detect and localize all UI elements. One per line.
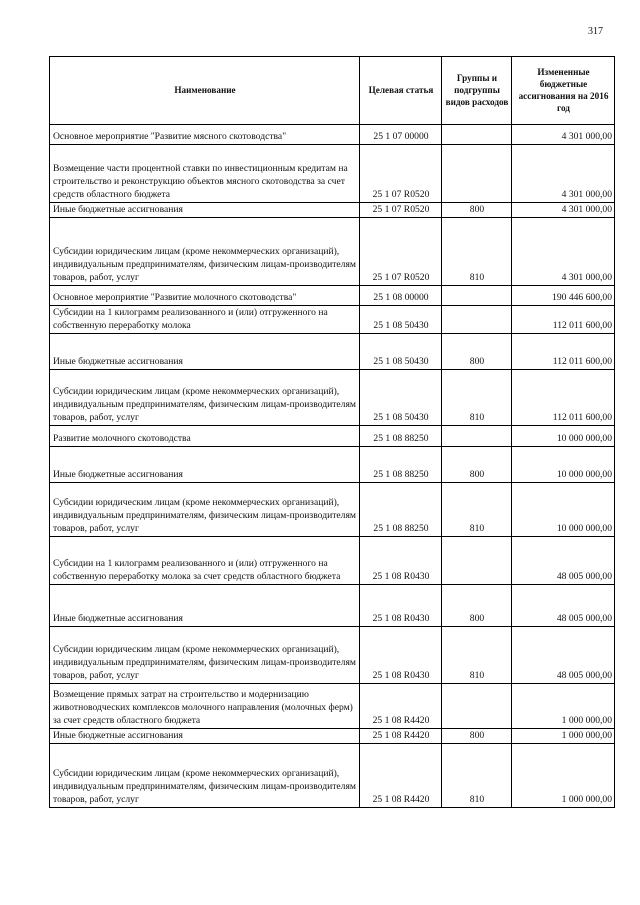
table-row	[50, 370, 615, 426]
row-target-article: 25 1 08 00000	[360, 286, 442, 306]
row-expense-group	[442, 684, 512, 729]
row-expense-group: 800	[442, 203, 512, 218]
row-target-article: 25 1 08 R4420	[360, 744, 442, 808]
row-target-article: 25 1 08 50430	[360, 306, 442, 334]
budget-table	[49, 56, 615, 808]
row-target-article: 25 1 08 88250	[360, 447, 442, 483]
row-name: Субсидии юридическим лицам (кроме некоммерческих организаций), индивидуальным предпринимателям, физическим лицам-производителям товаров, работ, услуг	[50, 370, 360, 426]
row-name: Иные бюджетные ассигнования	[50, 334, 360, 370]
row-expense-group	[442, 537, 512, 585]
row-name: Возмещение части процентной ставки по инвестиционным кредитам на строительство и реконструкцию объектов мясного скотоводства за счет средств областного бюджета	[50, 145, 360, 203]
row-target-article: 25 1 08 50430	[360, 370, 442, 426]
row-expense-group	[442, 125, 512, 145]
row-expense-group: 810	[442, 483, 512, 537]
table-row	[50, 286, 615, 306]
row-amount: 1 000 000,00	[512, 744, 615, 808]
header-allocation: Измененные бюджетные ассигнования на 2016 год	[512, 57, 615, 125]
row-target-article: 25 1 08 R4420	[360, 729, 442, 744]
row-amount: 10 000 000,00	[512, 426, 615, 447]
row-amount: 1 000 000,00	[512, 684, 615, 729]
table-row	[50, 306, 615, 334]
row-expense-group: 810	[442, 218, 512, 286]
table-row	[50, 334, 615, 370]
table-row	[50, 145, 615, 203]
row-target-article: 25 1 08 R0430	[360, 627, 442, 684]
row-name: Субсидии на 1 килограмм реализованного и (или) отгруженного на собственную переработку молока	[50, 306, 360, 334]
header-expense-group: Группы и подгруппы видов расходов	[442, 57, 512, 125]
table-row	[50, 585, 615, 627]
row-expense-group: 800	[442, 334, 512, 370]
row-target-article: 25 1 07 R0520	[360, 203, 442, 218]
table-row	[50, 744, 615, 808]
row-expense-group	[442, 306, 512, 334]
row-name: Иные бюджетные ассигнования	[50, 447, 360, 483]
row-name: Основное мероприятие "Развитие молочного скотоводства"	[50, 286, 360, 306]
row-expense-group	[442, 286, 512, 306]
header-name: Наименование	[50, 57, 360, 125]
row-amount: 1 000 000,00	[512, 729, 615, 744]
row-target-article: 25 1 07 R0520	[360, 145, 442, 203]
row-target-article: 25 1 07 R0520	[360, 218, 442, 286]
row-expense-group	[442, 145, 512, 203]
row-target-article: 25 1 08 R0430	[360, 585, 442, 627]
table-row	[50, 537, 615, 585]
row-amount: 10 000 000,00	[512, 483, 615, 537]
table-row	[50, 426, 615, 447]
row-name: Основное мероприятие "Развитие мясного скотоводства"	[50, 125, 360, 145]
row-target-article: 25 1 08 R4420	[360, 684, 442, 729]
table-row	[50, 218, 615, 286]
table-row	[50, 483, 615, 537]
table-row	[50, 447, 615, 483]
row-amount: 48 005 000,00	[512, 537, 615, 585]
row-target-article: 25 1 08 50430	[360, 334, 442, 370]
row-target-article: 25 1 08 R0430	[360, 537, 442, 585]
row-target-article: 25 1 07 00000	[360, 125, 442, 145]
row-amount: 4 301 000,00	[512, 203, 615, 218]
row-name: Возмещение прямых затрат на строительство и модернизацию животноводческих комплексов молочного направления (молочных ферм) за счет средств областного бюджета	[50, 684, 360, 729]
row-amount: 190 446 600,00	[512, 286, 615, 306]
row-name: Иные бюджетные ассигнования	[50, 585, 360, 627]
table-row	[50, 627, 615, 684]
row-name: Субсидии юридическим лицам (кроме некоммерческих организаций), индивидуальным предпринимателям, физическим лицам-производителям товаров, работ, услуг	[50, 483, 360, 537]
row-expense-group: 800	[442, 447, 512, 483]
row-expense-group: 800	[442, 729, 512, 744]
row-amount: 10 000 000,00	[512, 447, 615, 483]
row-expense-group: 810	[442, 744, 512, 808]
row-expense-group	[442, 426, 512, 447]
row-expense-group: 810	[442, 370, 512, 426]
table-row	[50, 684, 615, 729]
row-expense-group: 800	[442, 585, 512, 627]
page-number: 317	[588, 26, 603, 37]
table-header-row	[50, 57, 615, 125]
row-name: Развитие молочного скотоводства	[50, 426, 360, 447]
table-row	[50, 125, 615, 145]
row-name: Субсидии юридическим лицам (кроме некоммерческих организаций), индивидуальным предпринимателям, физическим лицам-производителям товаров, работ, услуг	[50, 627, 360, 684]
row-amount: 4 301 000,00	[512, 218, 615, 286]
row-amount: 112 011 600,00	[512, 306, 615, 334]
row-name: Иные бюджетные ассигнования	[50, 203, 360, 218]
row-amount: 4 301 000,00	[512, 145, 615, 203]
header-target-article: Целевая статья	[360, 57, 442, 125]
row-amount: 4 301 000,00	[512, 125, 615, 145]
row-target-article: 25 1 08 88250	[360, 483, 442, 537]
row-amount: 48 005 000,00	[512, 585, 615, 627]
table-row	[50, 729, 615, 744]
row-name: Субсидии юридическим лицам (кроме некоммерческих организаций), индивидуальным предпринимателям, физическим лицам-производителям товаров, работ, услуг	[50, 744, 360, 808]
row-name: Субсидии юридическим лицам (кроме некоммерческих организаций), индивидуальным предпринимателям, физическим лицам-производителям товаров, работ, услуг	[50, 218, 360, 286]
row-amount: 48 005 000,00	[512, 627, 615, 684]
row-amount: 112 011 600,00	[512, 334, 615, 370]
table-row	[50, 203, 615, 218]
row-expense-group: 810	[442, 627, 512, 684]
row-target-article: 25 1 08 88250	[360, 426, 442, 447]
row-amount: 112 011 600,00	[512, 370, 615, 426]
row-name: Субсидии на 1 килограмм реализованного и (или) отгруженного на собственную переработку молока за счет средств областного бюджета	[50, 537, 360, 585]
row-name: Иные бюджетные ассигнования	[50, 729, 360, 744]
